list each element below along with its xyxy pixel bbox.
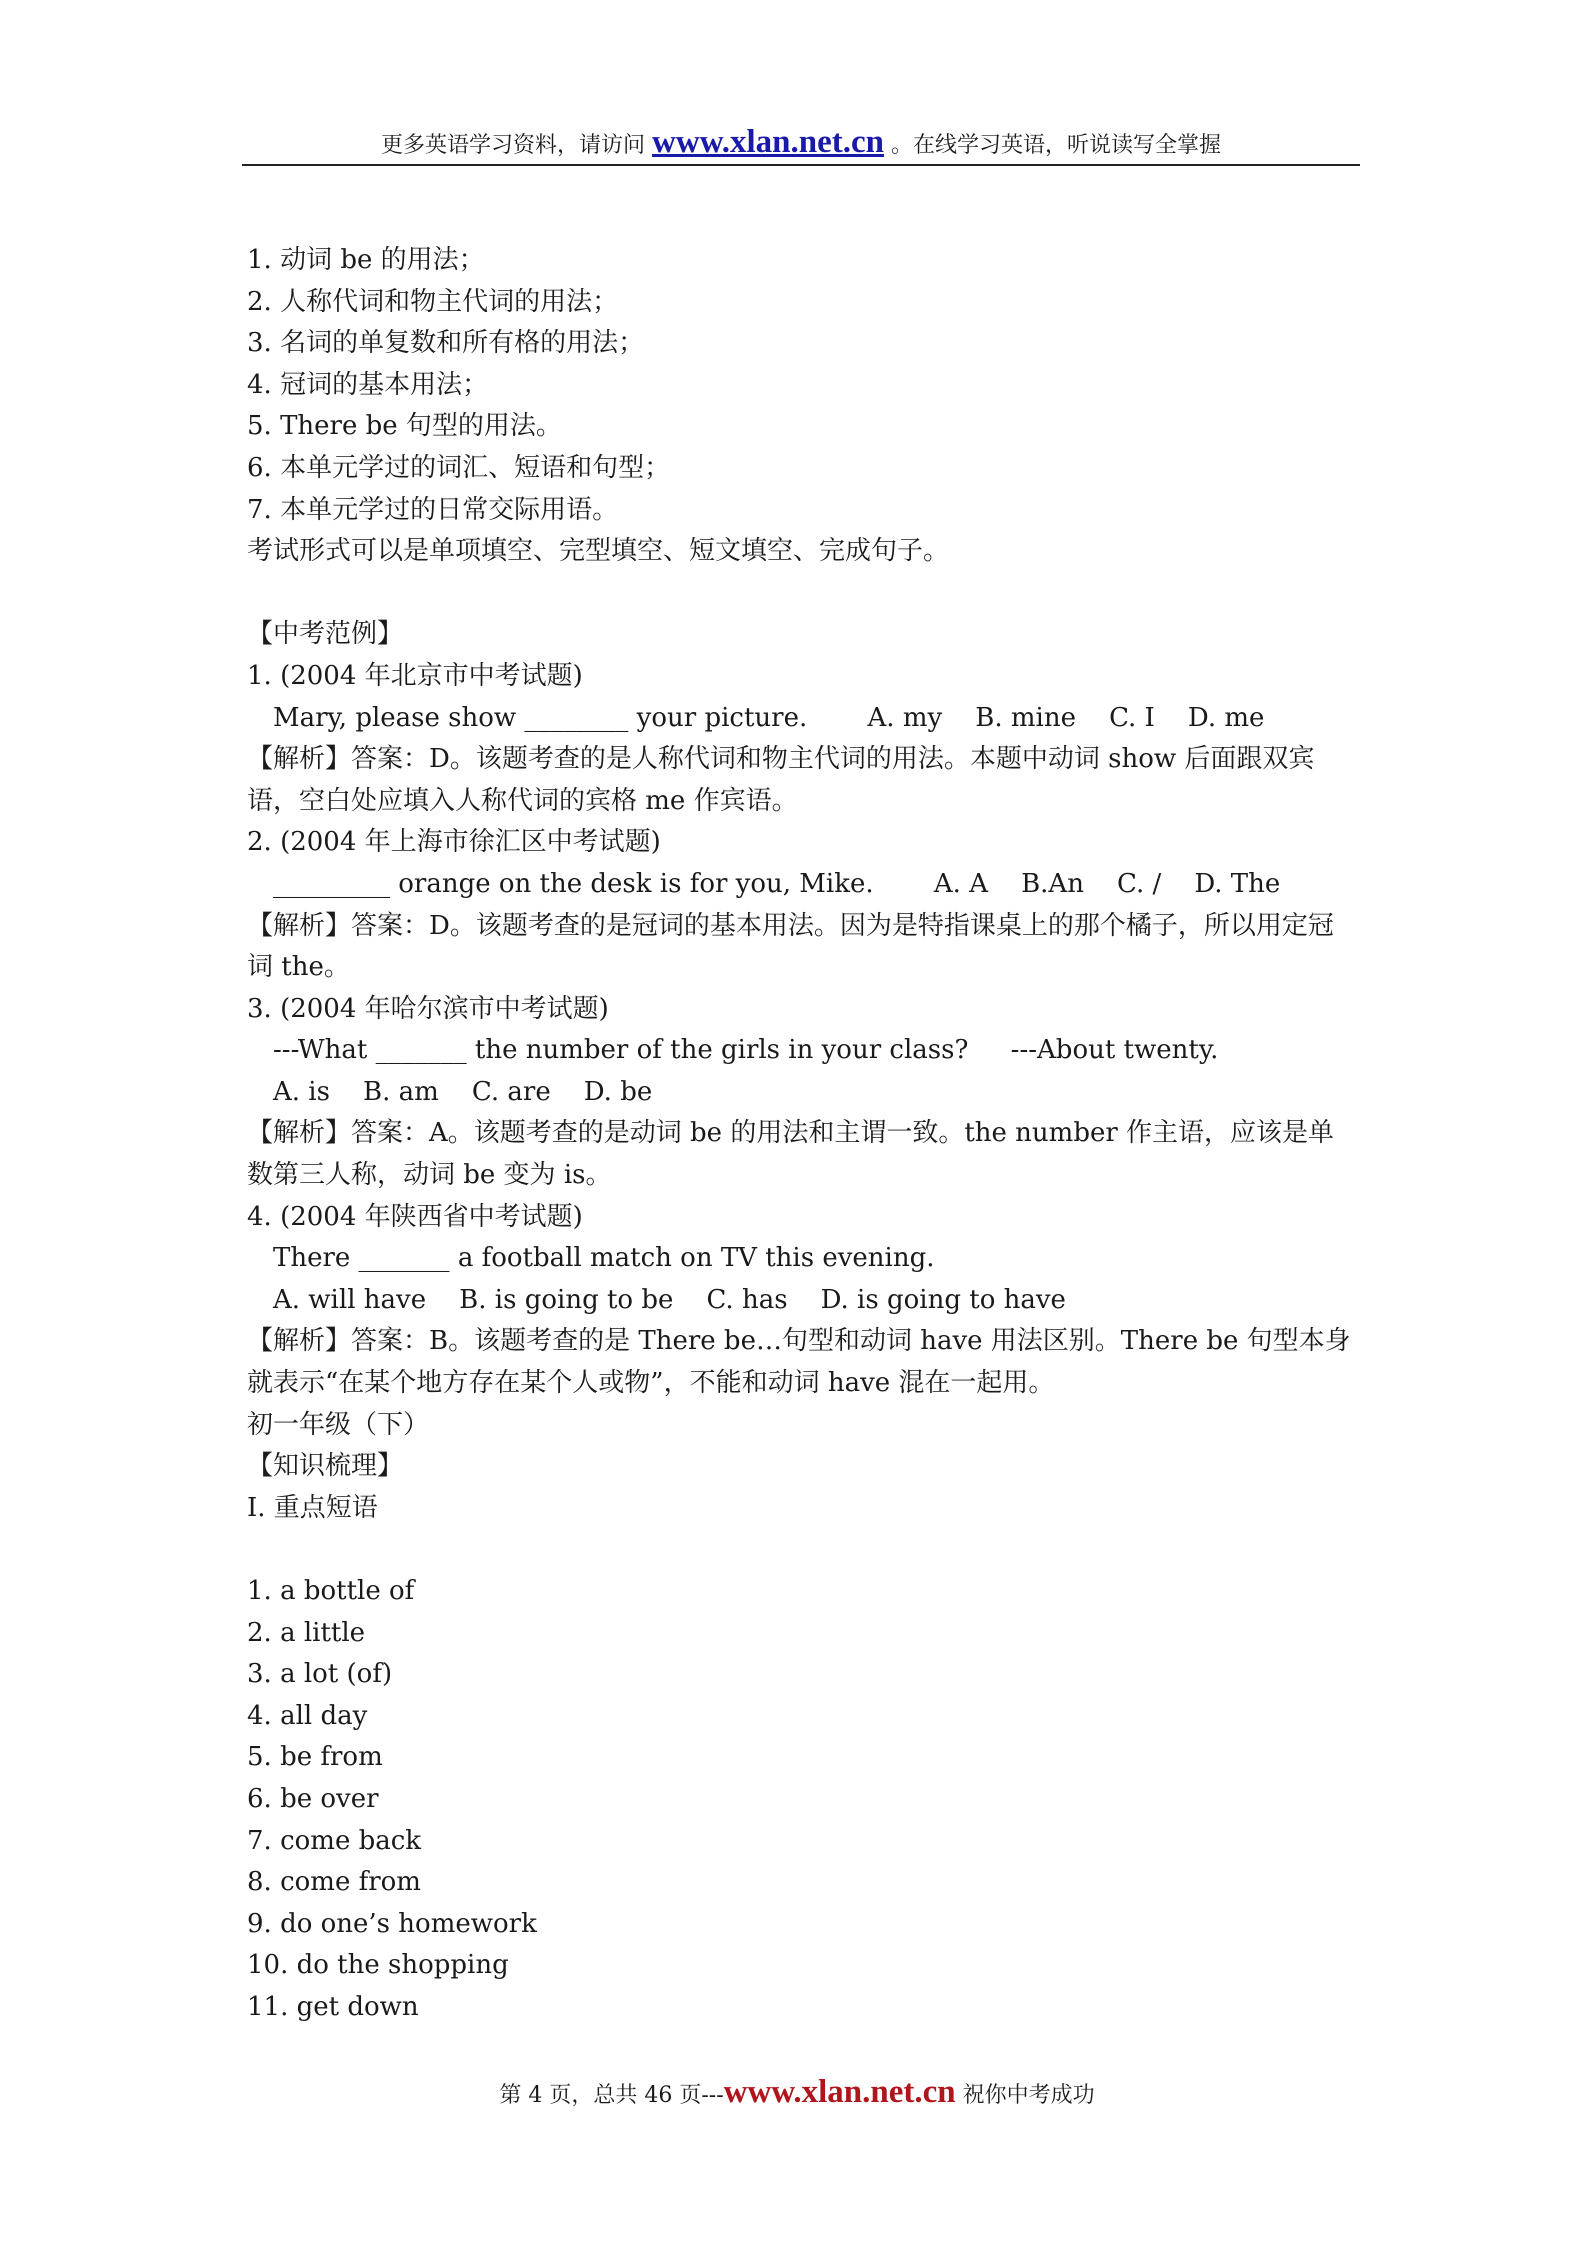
question-2 (247, 822, 1357, 988)
option: B. is going to be (459, 1284, 674, 1315)
option: B. mine (975, 702, 1076, 733)
topic-item: 2. 人称代词和物主代词的用法； (247, 286, 619, 317)
option: C. are (471, 1076, 551, 1107)
option: A. my (867, 702, 943, 733)
question-source: 4. (2004 年陕西省中考试题) (247, 1201, 583, 1232)
page-content (247, 240, 1357, 2029)
question-stem-line (247, 698, 1357, 740)
phrase-item: 8. come from (247, 1867, 421, 1898)
footer-page-info: 第 4 页，总共 46 页--- (499, 2083, 724, 2108)
question-3 (247, 989, 1357, 1197)
question-4 (247, 1197, 1357, 1405)
topic-item: 5. There be 句型的用法。 (247, 411, 562, 442)
question-stem-line (247, 864, 1357, 906)
phrase-item: 9. do one’s homework (247, 1908, 537, 1939)
option: C. / (1117, 868, 1162, 899)
header-site-link[interactable]: www.xlan.net.cn (652, 124, 884, 160)
topic-item: 7. 本单元学过的日常交际用语。 (247, 494, 619, 525)
topic-item: 4. 冠词的基本用法； (247, 369, 489, 400)
option: A. is (273, 1076, 330, 1107)
phrase-item: 6. be over (247, 1783, 379, 1814)
phrase-item: 1. a bottle of (247, 1576, 415, 1606)
topic-item: 3. 名词的单复数和所有格的用法； (247, 328, 645, 359)
examples-heading: 【中考范例】 (247, 619, 404, 650)
question-source: 1. (2004 年北京市中考试题) (247, 660, 583, 691)
phrase-item: 5. be from (247, 1742, 383, 1773)
topic-item: 1. 动词 be 的用法； (247, 245, 485, 275)
footer-slogan: 祝你中考成功 (955, 2083, 1095, 2108)
option: B.An (1021, 868, 1084, 899)
exam-form: 考试形式可以是单项填空、完型填空、短文填空、完成句子。 (247, 536, 950, 567)
footer-site-link[interactable]: www.xlan.net.cn (723, 2074, 956, 2110)
question-reply: ---About twenty. (1010, 1035, 1219, 1066)
header-suffix: 。在线学习英语，听说读写全掌握 (890, 133, 1221, 158)
grade-heading: 初一年级（下） (247, 1409, 430, 1440)
option: B. am (363, 1076, 439, 1107)
phrase-item: 4. all day (247, 1700, 368, 1731)
page-footer (0, 2070, 1594, 2118)
question-stem: _________ orange on the desk is for you, Mike. (273, 868, 874, 899)
question-options-line (247, 1072, 1357, 1114)
option: D. The (1194, 868, 1281, 899)
question-analysis: 【解析】答案：B。该题考查的是 There be…句型和动词 have 用法区别。There be 句型本身就表示“在某个地方存在某个人或物”，不能和动词 have 混在一起用。 (247, 1326, 1351, 1399)
option: C. I (1109, 702, 1155, 733)
question-stem: ---What _______ the number of the girls in your class? (273, 1035, 969, 1066)
phrase-item: 11. get down (247, 1991, 419, 2022)
question-stem: Mary, please show ________ your picture. (273, 702, 808, 733)
page-header (242, 120, 1360, 166)
question-stem-line (247, 1030, 1357, 1072)
question-options-line (247, 1280, 1357, 1322)
question-source: 3. (2004 年哈尔滨市中考试题) (247, 993, 609, 1024)
question-source: 2. (2004 年上海市徐汇区中考试题) (247, 827, 661, 858)
option: A. will have (273, 1284, 427, 1315)
option: D. is going to have (820, 1284, 1066, 1315)
phrases-heading: I. 重点短语 (247, 1492, 378, 1523)
topic-list (247, 240, 1357, 531)
option: D. me (1187, 702, 1265, 733)
phrase-item: 2. a little (247, 1617, 366, 1648)
question-analysis: 【解析】答案：D。该题考查的是冠词的基本用法。因为是特指课桌上的那个橘子，所以用定冠词 the。 (247, 910, 1334, 983)
question-analysis: 【解析】答案：A。该题考查的是动词 be 的用法和主谓一致。the number 作主语，应该是单数第三人称，动词 be 变为 is。 (247, 1118, 1335, 1191)
topic-item: 6. 本单元学过的词汇、短语和句型； (247, 452, 671, 483)
question-stem: There _______ a football match on TV this evening. (273, 1243, 935, 1274)
question-1 (247, 656, 1357, 822)
phrase-item: 10. do the shopping (247, 1950, 509, 1981)
option: C. has (706, 1284, 788, 1315)
option: D. be (583, 1076, 653, 1107)
question-analysis: 【解析】答案：D。该题考查的是人称代词和物主代词的用法。本题中动词 show 后面跟双宾语，空白处应填入人称代词的宾格 me 作宾语。 (247, 744, 1315, 816)
phrase-list (247, 1571, 1357, 2029)
header-prefix: 更多英语学习资料，请访问 (381, 133, 646, 158)
knowledge-heading: 【知识梳理】 (247, 1451, 404, 1482)
phrase-item: 7. come back (247, 1825, 422, 1856)
phrase-item: 3. a lot (of) (247, 1659, 393, 1690)
option: A. A (933, 868, 988, 899)
